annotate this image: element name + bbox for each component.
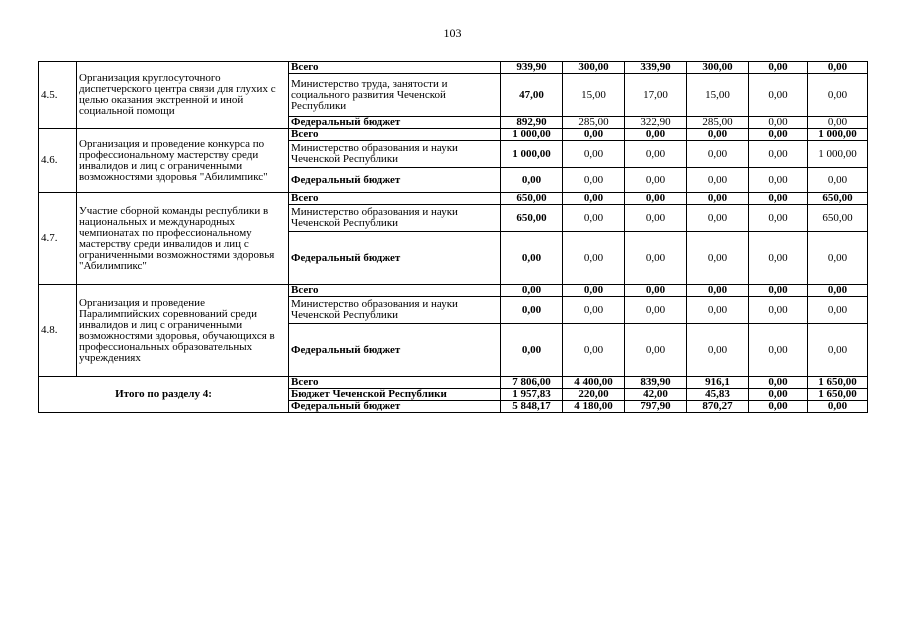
amount-cell: 0,00 [625, 193, 687, 205]
funding-source: Всего [289, 377, 501, 389]
amount-cell: 0,00 [687, 232, 749, 285]
amount-cell: 0,00 [749, 297, 808, 324]
amount-cell: 0,00 [563, 205, 625, 232]
amount-cell: 0,00 [501, 232, 563, 285]
amount-cell: 0,00 [625, 205, 687, 232]
amount-cell: 1 650,00 [808, 377, 868, 389]
table-row [39, 285, 868, 297]
amount-cell: 7 806,00 [501, 377, 563, 389]
amount-cell: 0,00 [687, 141, 749, 168]
amount-cell: 45,83 [687, 389, 749, 401]
amount-cell: 0,00 [808, 285, 868, 297]
funding-source: Бюджет Чеченской Республики [289, 389, 501, 401]
amount-cell: 0,00 [501, 285, 563, 297]
amount-cell: 0,00 [749, 324, 808, 377]
funding-source: Всего [289, 62, 501, 74]
amount-cell: 650,00 [501, 193, 563, 205]
amount-cell: 0,00 [749, 62, 808, 74]
amount-cell: 1 000,00 [808, 141, 868, 168]
amount-cell: 0,00 [687, 205, 749, 232]
funding-source: Всего [289, 285, 501, 297]
item-number: 4.6. [39, 129, 77, 193]
amount-cell: 0,00 [749, 168, 808, 193]
amount-cell: 0,00 [749, 232, 808, 285]
funding-source: Федеральный бюджет [289, 232, 501, 285]
amount-cell: 1 957,83 [501, 389, 563, 401]
table-row [39, 129, 868, 141]
funding-source: Федеральный бюджет [289, 168, 501, 193]
amount-cell: 0,00 [625, 297, 687, 324]
amount-cell: 0,00 [563, 168, 625, 193]
funding-source: Всего [289, 193, 501, 205]
amount-cell: 0,00 [808, 324, 868, 377]
amount-cell: 285,00 [563, 117, 625, 129]
amount-cell: 797,90 [625, 401, 687, 413]
amount-cell: 1 000,00 [501, 141, 563, 168]
amount-cell: 17,00 [625, 74, 687, 117]
amount-cell: 0,00 [563, 285, 625, 297]
amount-cell: 0,00 [501, 324, 563, 377]
amount-cell: 939,90 [501, 62, 563, 74]
amount-cell: 0,00 [625, 285, 687, 297]
funding-source: Федеральный бюджет [289, 324, 501, 377]
budget-table [38, 61, 868, 413]
amount-cell: 300,00 [687, 62, 749, 74]
amount-cell: 0,00 [687, 129, 749, 141]
table-row [39, 193, 868, 205]
amount-cell: 0,00 [687, 285, 749, 297]
amount-cell: 1 000,00 [501, 129, 563, 141]
amount-cell: 0,00 [808, 232, 868, 285]
amount-cell: 1 650,00 [808, 389, 868, 401]
amount-cell: 15,00 [563, 74, 625, 117]
amount-cell: 0,00 [808, 401, 868, 413]
amount-cell: 339,90 [625, 62, 687, 74]
amount-cell: 0,00 [563, 129, 625, 141]
item-number: 4.8. [39, 285, 77, 377]
amount-cell: 0,00 [749, 117, 808, 129]
amount-cell: 650,00 [808, 205, 868, 232]
amount-cell: 0,00 [563, 232, 625, 285]
amount-cell: 0,00 [749, 129, 808, 141]
amount-cell: 0,00 [687, 193, 749, 205]
amount-cell: 47,00 [501, 74, 563, 117]
amount-cell: 322,90 [625, 117, 687, 129]
amount-cell: 300,00 [563, 62, 625, 74]
amount-cell: 650,00 [501, 205, 563, 232]
item-number: 4.5. [39, 62, 77, 129]
activity-name: Организация и проведение конкурса по профессиональному мастерству среди инвалидов и лиц с ограниченными возможностями здоровья "Абилимпикс" [77, 129, 289, 193]
amount-cell: 0,00 [808, 297, 868, 324]
amount-cell: 220,00 [563, 389, 625, 401]
amount-cell: 0,00 [749, 285, 808, 297]
funding-source: Министерство образования и науки Чеченской Республики [289, 205, 501, 232]
amount-cell: 0,00 [687, 297, 749, 324]
amount-cell: 42,00 [625, 389, 687, 401]
funding-source: Министерство труда, занятости и социального развития Чеченской Республики [289, 74, 501, 117]
amount-cell: 0,00 [749, 141, 808, 168]
amount-cell: 0,00 [749, 389, 808, 401]
amount-cell: 0,00 [563, 297, 625, 324]
amount-cell: 0,00 [808, 74, 868, 117]
amount-cell: 4 400,00 [563, 377, 625, 389]
activity-name: Организация и проведение Паралимпийских соревнований среди инвалидов и лиц с ограниченными возможностями здоровья, обучающихся в профессиональных образовательных учреждениях [77, 285, 289, 377]
amount-cell: 1 000,00 [808, 129, 868, 141]
funding-source: Министерство образования и науки Чеченской Республики [289, 297, 501, 324]
activity-name: Участие сборной команды республики в национальных и международных чемпионатах по профессиональному мастерству среди инвалидов и лиц с ограниченными возможностями здоровья "Абилимпикс" [77, 193, 289, 285]
funding-source: Министерство образования и науки Чеченской Республики [289, 141, 501, 168]
amount-cell: 4 180,00 [563, 401, 625, 413]
amount-cell: 0,00 [563, 324, 625, 377]
amount-cell: 0,00 [625, 129, 687, 141]
amount-cell: 0,00 [687, 324, 749, 377]
amount-cell: 0,00 [625, 232, 687, 285]
amount-cell: 5 848,17 [501, 401, 563, 413]
amount-cell: 650,00 [808, 193, 868, 205]
funding-source: Федеральный бюджет [289, 401, 501, 413]
amount-cell: 0,00 [749, 193, 808, 205]
amount-cell: 15,00 [687, 74, 749, 117]
table-row [39, 62, 868, 74]
amount-cell: 0,00 [563, 193, 625, 205]
amount-cell: 0,00 [808, 168, 868, 193]
item-number: 4.7. [39, 193, 77, 285]
amount-cell: 0,00 [625, 168, 687, 193]
amount-cell: 0,00 [625, 141, 687, 168]
amount-cell: 0,00 [563, 141, 625, 168]
amount-cell: 0,00 [749, 377, 808, 389]
amount-cell: 0,00 [501, 297, 563, 324]
amount-cell: 0,00 [749, 205, 808, 232]
amount-cell: 0,00 [749, 401, 808, 413]
funding-source: Всего [289, 129, 501, 141]
amount-cell: 870,27 [687, 401, 749, 413]
total-row [39, 377, 868, 389]
total-label: Итого по разделу 4: [39, 377, 289, 413]
funding-source: Федеральный бюджет [289, 117, 501, 129]
amount-cell: 839,90 [625, 377, 687, 389]
activity-name: Организация круглосуточного диспетчерского центра связи для глухих с целью оказания экстренной и иной социальной помощи [77, 62, 289, 129]
amount-cell: 0,00 [749, 74, 808, 117]
amount-cell: 0,00 [808, 62, 868, 74]
amount-cell: 0,00 [808, 117, 868, 129]
table-body [39, 62, 868, 413]
page-number: 103 [443, 26, 462, 40]
amount-cell: 892,90 [501, 117, 563, 129]
amount-cell: 285,00 [687, 117, 749, 129]
amount-cell: 0,00 [501, 168, 563, 193]
amount-cell: 0,00 [625, 324, 687, 377]
amount-cell: 916,1 [687, 377, 749, 389]
amount-cell: 0,00 [687, 168, 749, 193]
